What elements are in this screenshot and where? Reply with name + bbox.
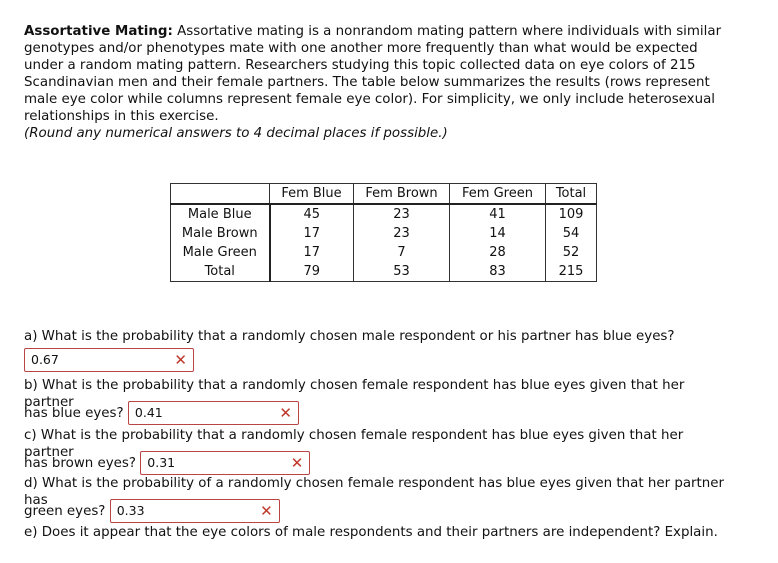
problem-intro: [24, 23, 734, 142]
col-header: Fem Brown: [354, 184, 450, 205]
answer-b-value: 0.41: [134, 405, 163, 420]
problem-body: Assortative mating is a nonrandom mating pattern where individuals with similar genotypes and/or phenotypes mate with one another more frequently than what would be expected under a random mating pattern. Researchers studying this topic collected data on eye colors of 215 Scandinavian men and their female partners. The table below summarizes the results (rows represent male eye color while columns represent female eye color). For simplicity, we only include heterosexual relationships in this exercise.: [24, 24, 722, 124]
row-label: Male Green: [171, 243, 270, 262]
question-e-text: e) Does it appear that the eye colors of male respondents and their partners are independent? Explain.: [24, 525, 718, 540]
question-b-line2: [24, 401, 734, 425]
table-cell: 28: [450, 243, 546, 262]
question-b-text: b) What is the probability that a randomly chosen female respondent has blue eyes given that her partner: [24, 378, 685, 410]
answer-b-input[interactable]: [128, 401, 299, 425]
question-b-text-end: has blue eyes?: [24, 406, 124, 421]
question-c-text-end: has brown eyes?: [24, 456, 137, 471]
table-header-row: [171, 184, 597, 205]
col-header: Total: [546, 184, 597, 205]
table-cell: 17: [270, 243, 354, 262]
table-cell: 52: [546, 243, 597, 262]
question-a-text: a) What is the probability that a randomly chosen male respondent or his partner has blue eyes?: [24, 329, 675, 344]
answer-d-input[interactable]: [110, 499, 280, 523]
incorrect-icon: ✕: [174, 351, 187, 369]
question-a: [24, 328, 734, 345]
table-corner: [171, 184, 270, 205]
question-c-line2: [24, 451, 734, 475]
table-row: [171, 204, 597, 224]
table-row: [171, 224, 597, 243]
question-d-line2: [24, 499, 734, 523]
answer-a-input[interactable]: [24, 348, 194, 372]
answer-d-value: 0.33: [116, 503, 145, 518]
table-cell: 79: [270, 262, 354, 282]
question-d-text: d) What is the probability of a randomly chosen female respondent has blue eyes given that her partner has: [24, 476, 725, 508]
table-cell: 83: [450, 262, 546, 282]
table-row: [171, 262, 597, 282]
question-e: [24, 524, 734, 541]
incorrect-icon: ✕: [260, 502, 273, 520]
incorrect-icon: ✕: [290, 454, 304, 472]
row-label: Male Blue: [171, 204, 270, 224]
table-cell: 7: [354, 243, 450, 262]
table-cell: 215: [546, 262, 597, 282]
table-cell: 23: [354, 224, 450, 243]
table-cell: 14: [450, 224, 546, 243]
incorrect-icon: ✕: [279, 404, 292, 422]
table-cell: 54: [546, 224, 597, 243]
question-d-text-end: green eyes?: [24, 504, 106, 519]
table-row: [171, 243, 597, 262]
table-cell: 109: [546, 204, 597, 224]
answer-a-value: 0.67: [31, 352, 59, 367]
rounding-note: (Round any numerical answers to 4 decimal places if possible.): [24, 126, 448, 141]
col-header: Fem Green: [450, 184, 546, 205]
contingency-table: [170, 183, 597, 282]
answer-c-input[interactable]: [140, 451, 310, 475]
problem-title: Assortative Mating:: [24, 24, 173, 39]
table-cell: 41: [450, 204, 546, 224]
col-header: Fem Blue: [270, 184, 354, 205]
answer-c-value: 0.31: [147, 455, 176, 470]
table-cell: 53: [354, 262, 450, 282]
question-c-text: c) What is the probability that a randomly chosen female respondent has blue eyes given that her partner: [24, 428, 684, 460]
table-cell: 23: [354, 204, 450, 224]
row-label: Total: [171, 262, 270, 282]
row-label: Male Brown: [171, 224, 270, 243]
table-cell: 45: [270, 204, 354, 224]
table-cell: 17: [270, 224, 354, 243]
